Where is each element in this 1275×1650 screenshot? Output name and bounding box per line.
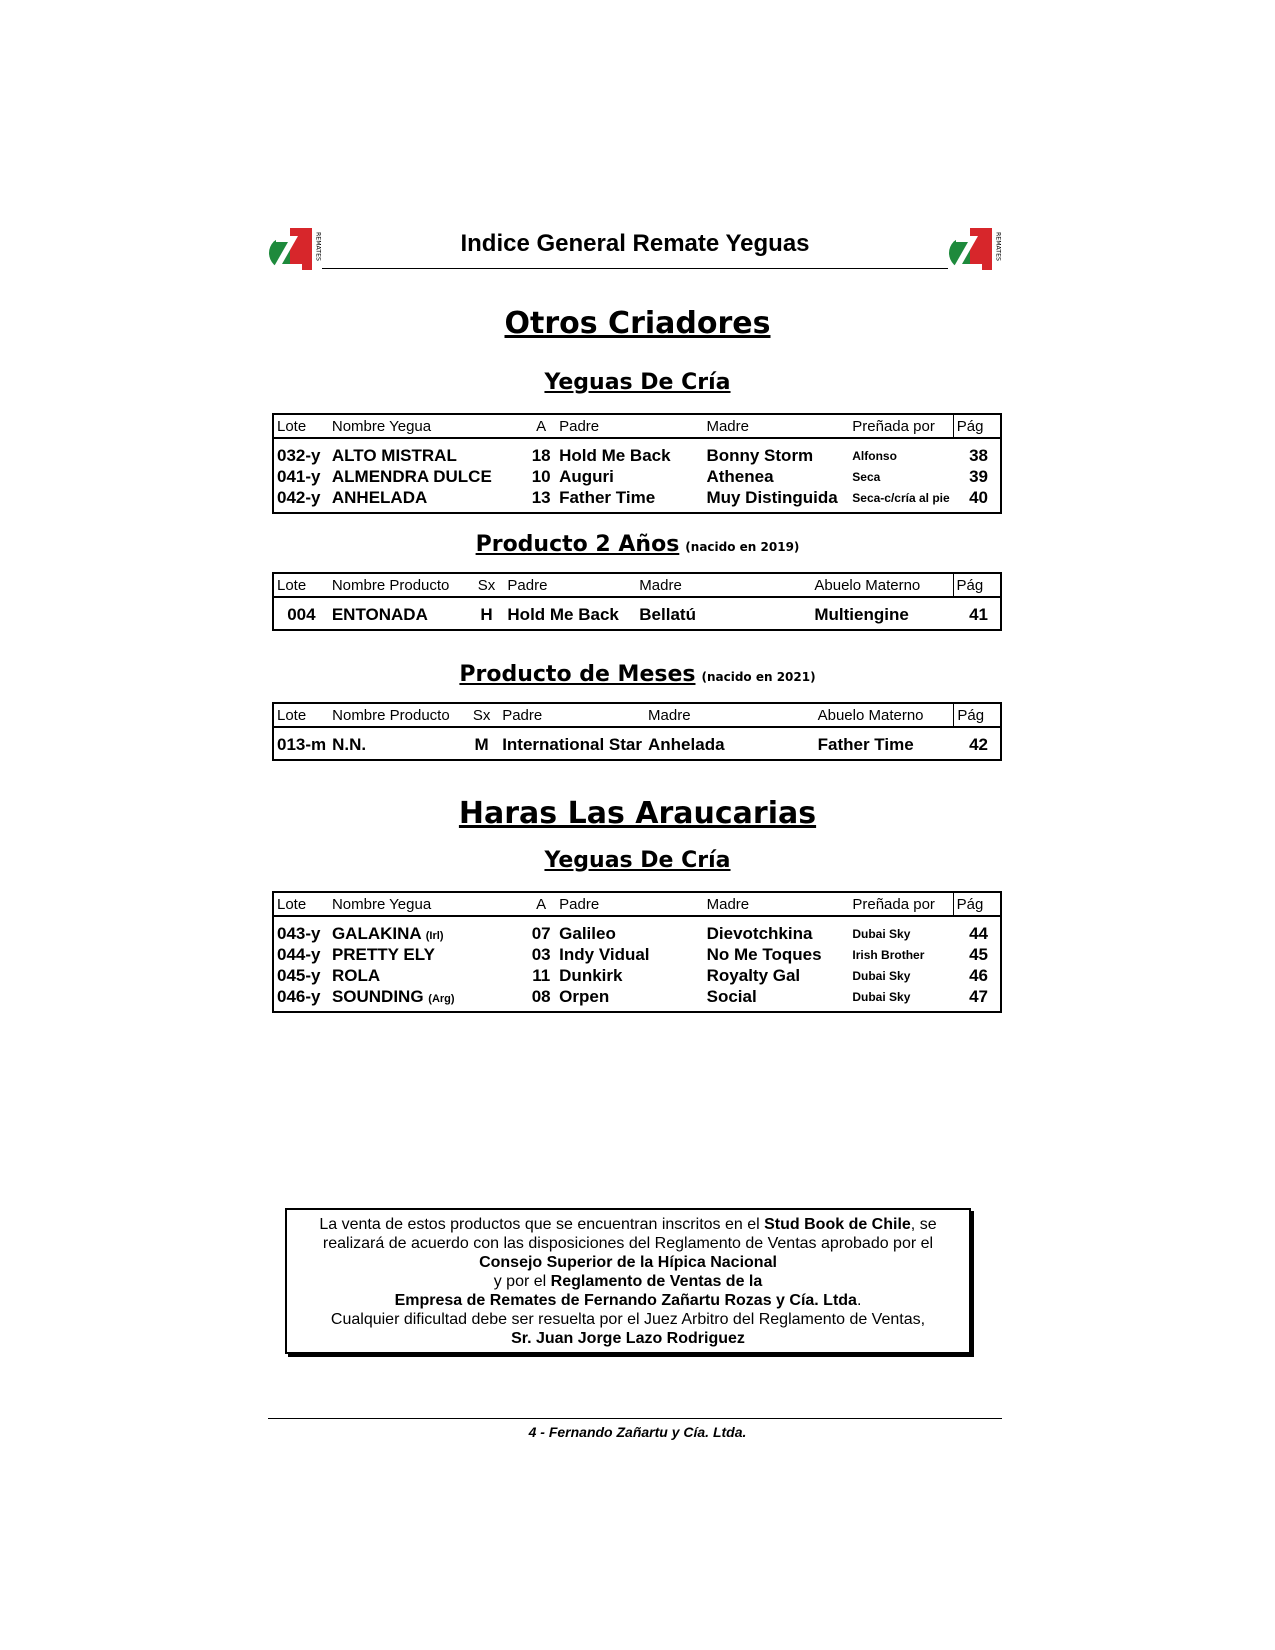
col-header-a: A bbox=[526, 414, 556, 438]
cell-a: 18 bbox=[531, 445, 551, 465]
cell-prenada: Irish Brother bbox=[852, 947, 925, 962]
cell-madre: No Me Toques bbox=[706, 944, 822, 964]
cell-pag: 46 bbox=[969, 965, 988, 985]
cell-padre: Galileo bbox=[559, 923, 616, 943]
col-header-madre: Madre bbox=[645, 703, 815, 727]
table-yeguas-otros bbox=[272, 413, 1002, 514]
subsection-title-yeguas-de-cria: Yeguas De Cría bbox=[544, 370, 731, 395]
cell-prenada: Seca-c/cría al pie bbox=[852, 490, 950, 505]
table-yeguas-araucarias bbox=[272, 891, 1002, 1013]
cell-madre: Bonny Storm bbox=[706, 445, 814, 465]
horse-name: SOUNDING bbox=[331, 986, 424, 1006]
notice-bold-text: Reglamento de Ventas de la bbox=[550, 1273, 763, 1290]
cell-a: 03 bbox=[531, 944, 551, 964]
cell-pag: 38 bbox=[969, 445, 988, 465]
col-header-pag: Pág bbox=[953, 573, 1001, 597]
cell-prenada: Dubai Sky bbox=[852, 926, 911, 941]
cell-prenada: Alfonso bbox=[852, 448, 897, 463]
horse-name: GALAKINA bbox=[331, 923, 422, 943]
notice-line: Cualquier dificultad debe ser resuelta por el Juez Arbitro del Reglamento de Ventas, bbox=[330, 1311, 926, 1328]
section-title-haras-las-araucarias: Haras Las Araucarias bbox=[458, 796, 817, 831]
col-header-pag: Pág bbox=[954, 703, 1001, 727]
cell-padre: Hold Me Back bbox=[507, 604, 619, 624]
cell-lote: 042-y bbox=[277, 487, 321, 507]
notice-bold-text: Sr. Juan Jorge Lazo Rodriguez bbox=[511, 1330, 745, 1347]
table-producto-de-meses bbox=[272, 702, 1002, 761]
table-row bbox=[273, 466, 1001, 487]
cell-pag: 45 bbox=[969, 944, 988, 964]
cell-a: 11 bbox=[532, 965, 551, 985]
col-header-nombre: Nombre Yegua bbox=[329, 414, 526, 438]
table-producto-2-anos bbox=[272, 572, 1002, 631]
cell-padre: Orpen bbox=[559, 986, 610, 1006]
cell-madre: Bellatú bbox=[639, 604, 696, 624]
cell-lote: 032-y bbox=[277, 445, 321, 465]
cell-lote: 041-y bbox=[277, 466, 321, 486]
cell-madre: Athenea bbox=[706, 466, 774, 486]
cell-lote: 043-y bbox=[277, 923, 321, 943]
cell-padre: Father Time bbox=[559, 487, 656, 507]
col-header-abuelo: Abuelo Materno bbox=[815, 703, 954, 727]
cell-nombre: ALMENDRA DULCE bbox=[331, 466, 492, 486]
col-header-padre: Padre bbox=[556, 414, 703, 438]
subsection-title-text: Producto 2 Años bbox=[475, 532, 680, 557]
cell-sx: M bbox=[474, 734, 489, 754]
col-header-padre: Padre bbox=[556, 892, 703, 916]
notice-bold-text: Stud Book de Chile bbox=[764, 1216, 911, 1233]
cell-sx: H bbox=[480, 604, 493, 624]
cell-a: 10 bbox=[531, 466, 551, 486]
cell-abuelo: Father Time bbox=[817, 734, 914, 754]
zl-remates-logo bbox=[268, 226, 326, 272]
subsection-note: (nacido en 2019) bbox=[685, 540, 800, 554]
cell-prenada: Dubai Sky bbox=[852, 968, 911, 983]
page-header-title: Indice General Remate Yeguas bbox=[460, 230, 810, 257]
table-row bbox=[273, 727, 1001, 760]
cell-madre: Royalty Gal bbox=[706, 965, 801, 985]
col-header-lote: Lote bbox=[273, 414, 329, 438]
cell-padre: Auguri bbox=[559, 466, 614, 486]
cell-madre: Social bbox=[706, 986, 757, 1006]
logo-red-panel bbox=[970, 228, 992, 270]
col-header-padre: Padre bbox=[504, 573, 636, 597]
col-header-nombre: Nombre Producto bbox=[329, 573, 469, 597]
cell-nombre: ANHELADA bbox=[331, 487, 428, 507]
logo-red-panel bbox=[290, 228, 312, 270]
cell-madre: Dievotchkina bbox=[706, 923, 813, 943]
cell-nombre: ALTO MISTRAL bbox=[331, 445, 457, 465]
col-header-pag: Pág bbox=[953, 414, 1001, 438]
header-rule bbox=[322, 268, 948, 269]
table-row bbox=[273, 487, 1001, 513]
notice-line: realizará de acuerdo con las disposiciones del Reglamento de Ventas aprobado por el bbox=[322, 1235, 934, 1252]
table-row bbox=[273, 597, 1001, 630]
sale-regulation-notice bbox=[285, 1208, 971, 1354]
notice-line bbox=[287, 1272, 969, 1291]
cell-a: 13 bbox=[531, 487, 551, 507]
table-header-row bbox=[273, 414, 1001, 438]
cell-nombre: ENTONADA bbox=[331, 604, 428, 624]
notice-line bbox=[287, 1329, 969, 1348]
notice-line bbox=[287, 1253, 969, 1272]
cell-pag: 41 bbox=[969, 604, 988, 624]
table-row bbox=[273, 965, 1001, 986]
col-header-lote: Lote bbox=[273, 573, 329, 597]
col-header-prenada: Preñada por bbox=[849, 414, 953, 438]
col-header-madre: Madre bbox=[703, 414, 849, 438]
origin-country: (Irl) bbox=[425, 929, 444, 942]
subsection-title-yeguas-de-cria: Yeguas De Cría bbox=[544, 848, 731, 873]
logo-remates-text: REMATES bbox=[994, 232, 1002, 261]
subsection-title-producto-de-meses bbox=[0, 662, 1275, 687]
cell-nombre: N.N. bbox=[332, 734, 367, 754]
notice-text: y por el bbox=[493, 1273, 551, 1290]
col-header-padre: Padre bbox=[499, 703, 645, 727]
cell-nombre: ROLA bbox=[331, 965, 381, 985]
cell-padre: International Star bbox=[502, 734, 643, 754]
col-header-lote: Lote bbox=[273, 892, 329, 916]
col-header-nombre: Nombre Yegua bbox=[329, 892, 526, 916]
cell-pag: 44 bbox=[969, 923, 988, 943]
col-header-a: A bbox=[526, 892, 556, 916]
table-header-row bbox=[273, 892, 1001, 916]
cell-pag: 40 bbox=[969, 487, 988, 507]
section-title-otros-criadores: Otros Criadores bbox=[504, 306, 771, 341]
cell-a: 07 bbox=[531, 923, 551, 943]
origin-country: (Arg) bbox=[428, 992, 455, 1005]
cell-prenada: Dubai Sky bbox=[852, 989, 911, 1004]
notice-text: . bbox=[856, 1292, 862, 1309]
notice-bold-text: Empresa de Remates de Fernando Zañartu Rozas y Cía. Ltda bbox=[394, 1292, 857, 1309]
notice-text: La venta de estos productos que se encuentran inscritos en el bbox=[319, 1216, 765, 1233]
col-header-abuelo: Abuelo Materno bbox=[811, 573, 953, 597]
col-header-madre: Madre bbox=[704, 892, 850, 916]
col-header-prenada: Preñada por bbox=[849, 892, 953, 916]
table-header-row bbox=[273, 703, 1001, 727]
table-row bbox=[273, 916, 1001, 944]
cell-padre: Indy Vidual bbox=[559, 944, 650, 964]
notice-line bbox=[287, 1291, 969, 1310]
col-header-sx: Sx bbox=[464, 703, 499, 727]
table-row bbox=[273, 438, 1001, 466]
table-header-row bbox=[273, 573, 1001, 597]
cell-lote: 045-y bbox=[277, 965, 321, 985]
col-header-lote: Lote bbox=[273, 703, 329, 727]
col-header-sx: Sx bbox=[469, 573, 505, 597]
notice-text: , se bbox=[910, 1216, 937, 1233]
cell-lote: 046-y bbox=[277, 986, 321, 1006]
page-footer: 4 - Fernando Zañartu y Cía. Ltda. bbox=[528, 1424, 747, 1440]
cell-pag: 39 bbox=[969, 466, 988, 486]
cell-madre: Muy Distinguida bbox=[706, 487, 838, 507]
cell-pag: 47 bbox=[969, 986, 988, 1006]
table-row bbox=[273, 944, 1001, 965]
cell-prenada: Seca bbox=[852, 469, 881, 484]
logo-remates-text: REMATES bbox=[314, 232, 322, 261]
cell-lote: 044-y bbox=[277, 944, 321, 964]
col-header-nombre: Nombre Producto bbox=[329, 703, 464, 727]
subsection-title-producto-2-anos bbox=[0, 532, 1275, 557]
col-header-madre: Madre bbox=[636, 573, 811, 597]
cell-nombre: PRETTY ELY bbox=[331, 944, 435, 964]
subsection-title-text: Producto de Meses bbox=[459, 662, 696, 687]
table-row bbox=[273, 986, 1001, 1012]
cell-lote: 013-m bbox=[277, 734, 327, 754]
cell-padre: Hold Me Back bbox=[559, 445, 671, 465]
zl-remates-logo bbox=[948, 226, 1006, 272]
cell-madre: Anhelada bbox=[648, 734, 725, 754]
cell-abuelo: Multiengine bbox=[814, 604, 909, 624]
cell-a: 08 bbox=[531, 986, 551, 1006]
cell-pag: 42 bbox=[969, 734, 988, 754]
cell-lote: 004 bbox=[287, 604, 316, 624]
col-header-pag: Pág bbox=[953, 892, 1001, 916]
notice-line bbox=[287, 1215, 969, 1234]
cell-nombre bbox=[329, 916, 526, 944]
notice-bold-text: Consejo Superior de la Hípica Nacional bbox=[479, 1254, 777, 1271]
cell-nombre bbox=[329, 986, 526, 1012]
footer-rule bbox=[268, 1418, 1002, 1419]
subsection-note: (nacido en 2021) bbox=[701, 670, 816, 684]
cell-padre: Dunkirk bbox=[559, 965, 623, 985]
